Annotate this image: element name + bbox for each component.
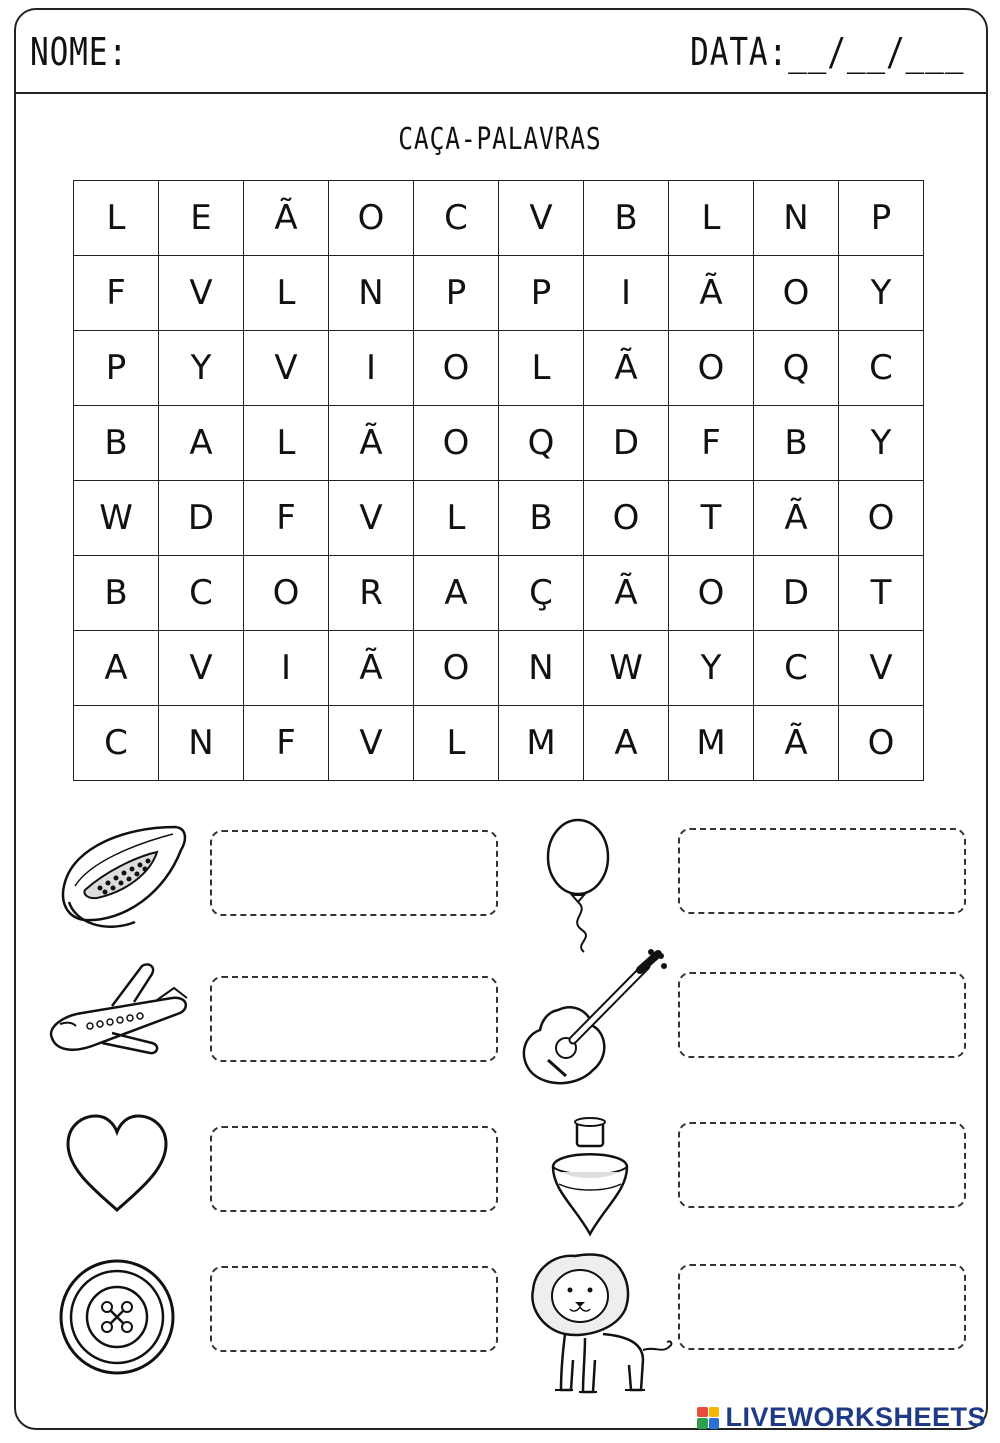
grid-cell[interactable]: N bbox=[754, 181, 839, 256]
grid-cell[interactable]: O bbox=[584, 481, 669, 556]
grid-cell[interactable]: M bbox=[499, 706, 584, 781]
grid-cell[interactable]: P bbox=[499, 256, 584, 331]
papaya-icon bbox=[55, 822, 195, 937]
answer-box-spinning-top[interactable] bbox=[678, 1122, 966, 1208]
grid-row bbox=[74, 181, 924, 256]
grid-cell[interactable]: O bbox=[669, 331, 754, 406]
grid-row bbox=[74, 631, 924, 706]
grid-row bbox=[74, 406, 924, 481]
grid-cell[interactable]: A bbox=[584, 706, 669, 781]
liveworksheets-watermark bbox=[697, 1402, 986, 1433]
balloon-icon bbox=[540, 812, 620, 957]
grid-cell[interactable]: L bbox=[669, 181, 754, 256]
grid-cell[interactable]: T bbox=[669, 481, 754, 556]
grid-cell[interactable]: F bbox=[669, 406, 754, 481]
lion-icon bbox=[525, 1250, 675, 1405]
grid-cell[interactable]: W bbox=[584, 631, 669, 706]
grid-cell[interactable]: Ã bbox=[244, 181, 329, 256]
grid-cell[interactable]: D bbox=[754, 556, 839, 631]
grid-cell[interactable]: L bbox=[244, 256, 329, 331]
grid-cell[interactable]: D bbox=[159, 481, 244, 556]
grid-cell[interactable]: T bbox=[839, 556, 924, 631]
grid-cell[interactable]: F bbox=[244, 706, 329, 781]
grid-cell[interactable]: I bbox=[329, 331, 414, 406]
grid-cell[interactable]: R bbox=[329, 556, 414, 631]
grid-cell[interactable]: C bbox=[754, 631, 839, 706]
grid-cell[interactable]: O bbox=[329, 181, 414, 256]
grid-cell[interactable]: F bbox=[74, 256, 159, 331]
guitar-icon bbox=[518, 948, 673, 1093]
grid-cell[interactable]: V bbox=[839, 631, 924, 706]
grid-cell[interactable]: F bbox=[244, 481, 329, 556]
liveworksheets-logo-icon bbox=[697, 1407, 719, 1429]
grid-cell[interactable]: M bbox=[669, 706, 754, 781]
grid-cell[interactable]: Ã bbox=[329, 406, 414, 481]
grid-cell[interactable]: V bbox=[159, 256, 244, 331]
grid-cell[interactable]: A bbox=[159, 406, 244, 481]
grid-cell[interactable]: A bbox=[414, 556, 499, 631]
grid-cell[interactable]: Q bbox=[499, 406, 584, 481]
answer-box-guitar[interactable] bbox=[678, 972, 966, 1058]
grid-cell[interactable]: L bbox=[499, 331, 584, 406]
grid-cell[interactable]: N bbox=[159, 706, 244, 781]
grid-cell[interactable]: V bbox=[329, 706, 414, 781]
answer-box-button[interactable] bbox=[210, 1266, 498, 1352]
grid-row bbox=[74, 556, 924, 631]
grid-cell[interactable]: O bbox=[414, 331, 499, 406]
name-label: NOME: bbox=[30, 30, 128, 74]
grid-cell[interactable]: P bbox=[74, 331, 159, 406]
grid-cell[interactable]: V bbox=[329, 481, 414, 556]
grid-cell[interactable]: L bbox=[414, 706, 499, 781]
grid-cell[interactable]: V bbox=[499, 181, 584, 256]
grid-cell[interactable]: Ã bbox=[329, 631, 414, 706]
watermark-text: LIVEWORKSHEETS bbox=[725, 1402, 986, 1432]
answer-box-lion[interactable] bbox=[678, 1264, 966, 1350]
grid-cell[interactable]: C bbox=[839, 331, 924, 406]
grid-cell[interactable]: Y bbox=[159, 331, 244, 406]
grid-cell[interactable]: O bbox=[839, 481, 924, 556]
grid-cell[interactable]: B bbox=[584, 181, 669, 256]
grid-cell[interactable]: C bbox=[414, 181, 499, 256]
button-icon bbox=[55, 1255, 179, 1379]
grid-cell[interactable]: W bbox=[74, 481, 159, 556]
spinning-top-icon bbox=[545, 1112, 635, 1242]
grid-cell[interactable]: P bbox=[839, 181, 924, 256]
page-title: CAÇA-PALAVRAS bbox=[398, 122, 602, 157]
grid-cell[interactable]: N bbox=[499, 631, 584, 706]
grid-row bbox=[74, 706, 924, 781]
answer-box-papaya[interactable] bbox=[210, 830, 498, 916]
grid-cell[interactable]: Ã bbox=[584, 556, 669, 631]
grid-cell[interactable]: V bbox=[159, 631, 244, 706]
grid-cell[interactable]: O bbox=[414, 631, 499, 706]
grid-cell[interactable]: P bbox=[414, 256, 499, 331]
header-divider bbox=[14, 92, 988, 94]
grid-cell[interactable]: Ã bbox=[669, 256, 754, 331]
grid-cell[interactable]: O bbox=[669, 556, 754, 631]
grid-cell[interactable]: C bbox=[159, 556, 244, 631]
grid-cell[interactable]: Ã bbox=[584, 331, 669, 406]
grid-cell[interactable]: Y bbox=[669, 631, 754, 706]
answer-box-heart[interactable] bbox=[210, 1126, 498, 1212]
grid-cell[interactable]: Ã bbox=[754, 481, 839, 556]
grid-cell[interactable]: L bbox=[414, 481, 499, 556]
grid-cell[interactable]: Ã bbox=[754, 706, 839, 781]
airplane-icon bbox=[42, 958, 192, 1063]
grid-cell[interactable]: O bbox=[754, 256, 839, 331]
grid-cell[interactable]: B bbox=[74, 556, 159, 631]
grid-cell[interactable]: C bbox=[74, 706, 159, 781]
grid-cell[interactable]: B bbox=[74, 406, 159, 481]
grid-cell[interactable]: Q bbox=[754, 331, 839, 406]
grid-cell[interactable]: L bbox=[244, 406, 329, 481]
grid-cell[interactable]: V bbox=[244, 331, 329, 406]
grid-cell[interactable]: I bbox=[244, 631, 329, 706]
grid-cell[interactable]: I bbox=[584, 256, 669, 331]
date-label: DATA:__/__/___ bbox=[689, 30, 964, 74]
grid-cell[interactable]: E bbox=[159, 181, 244, 256]
grid-cell[interactable]: B bbox=[499, 481, 584, 556]
word-search-grid bbox=[73, 180, 924, 781]
grid-cell[interactable]: Y bbox=[839, 406, 924, 481]
grid-row bbox=[74, 481, 924, 556]
grid-row bbox=[74, 331, 924, 406]
heart-icon bbox=[62, 1110, 172, 1220]
grid-cell[interactable]: Y bbox=[839, 256, 924, 331]
grid-row bbox=[74, 256, 924, 331]
grid-cell[interactable]: D bbox=[584, 406, 669, 481]
grid-cell[interactable]: O bbox=[244, 556, 329, 631]
grid-cell[interactable]: O bbox=[839, 706, 924, 781]
answer-box-airplane[interactable] bbox=[210, 976, 498, 1062]
grid-cell[interactable]: Ç bbox=[499, 556, 584, 631]
grid-cell[interactable]: B bbox=[754, 406, 839, 481]
grid-cell[interactable]: N bbox=[329, 256, 414, 331]
grid-cell[interactable]: A bbox=[74, 631, 159, 706]
answer-box-balloon[interactable] bbox=[678, 828, 966, 914]
grid-cell[interactable]: O bbox=[414, 406, 499, 481]
grid-cell[interactable]: L bbox=[74, 181, 159, 256]
